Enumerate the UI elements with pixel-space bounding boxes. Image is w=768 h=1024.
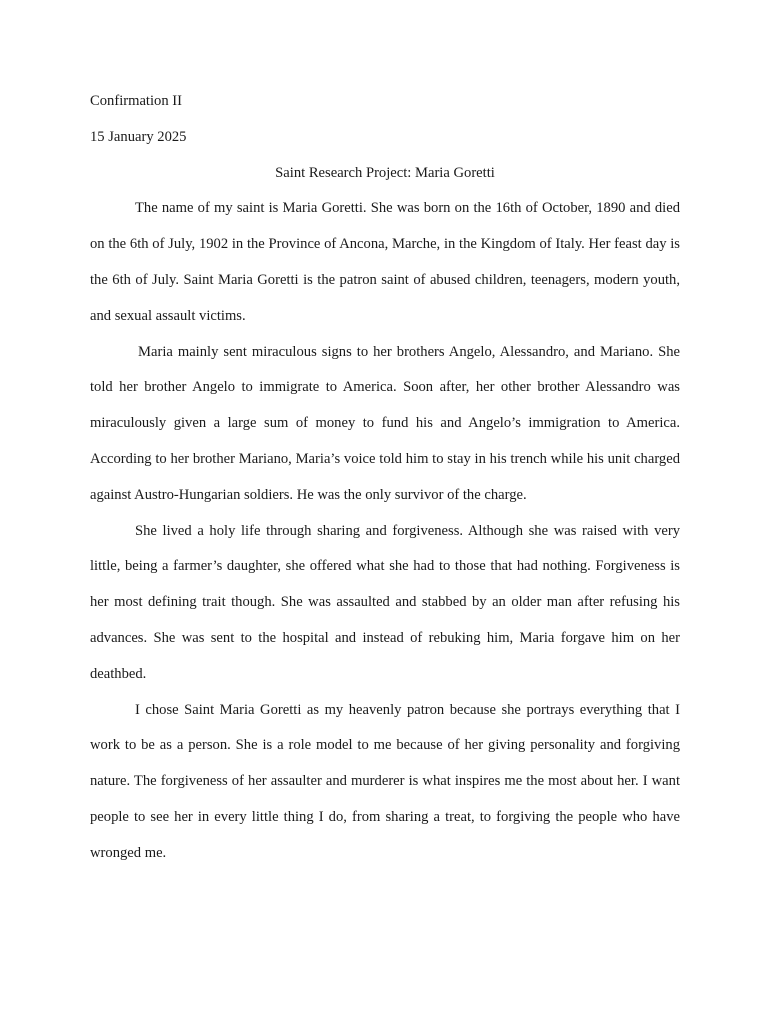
document-date: 15 January 2025	[90, 128, 187, 145]
paragraph-holy-life: She lived a holy life through sharing and forgiveness. Although she was raised with very little, being a farmer’s daughter, she offered what she had to those that had nothing. Forgiveness is her most defining trait though. She was assaulted and stabbed by an older man after refusing his advances. She was sent to the hospital and instead of rebuking him, Maria forgave him on her deathbed.	[90, 522, 680, 682]
course-name: Confirmation II	[90, 93, 183, 109]
document-body	[90, 84, 680, 872]
paragraph-miracles: Maria mainly sent miraculous signs to her brothers Angelo, Alessandro, and Mariano. She told her brother Angelo to immigrate to America. Soon after, her other brother Alessandro was miraculously given a large sum of money to fund his and Angelo’s immigration to America. According to her brother Mariano, Maria’s voice told him to stay in his trench while his unit charged against Austro-Hungarian soldiers. He was the only survivor of the charge.	[90, 343, 680, 503]
paragraph-personal-reflection: I chose Saint Maria Goretti as my heavenly patron because she portrays everything that I work to be as a person. She is a role model to me because of her giving personality and forgiving nature. The forgiveness of her assaulter and murderer is what inspires me the most about her. I want people to see her in every little thing I do, from sharing a treat, to forgiving the people who have wronged me.	[90, 701, 680, 861]
paragraph-saint-intro: The name of my saint is Maria Goretti. She was born on the 16th of October, 1890 and died on the 6th of July, 1902 in the Province of Ancona, Marche, in the Kingdom of Italy. Her feast day is the 6th of July. Saint Maria Goretti is the patron saint of abused children, teenagers, modern youth, and sexual assault victims.	[90, 200, 680, 324]
document-title: Saint Research Project: Maria Goretti	[275, 164, 495, 181]
